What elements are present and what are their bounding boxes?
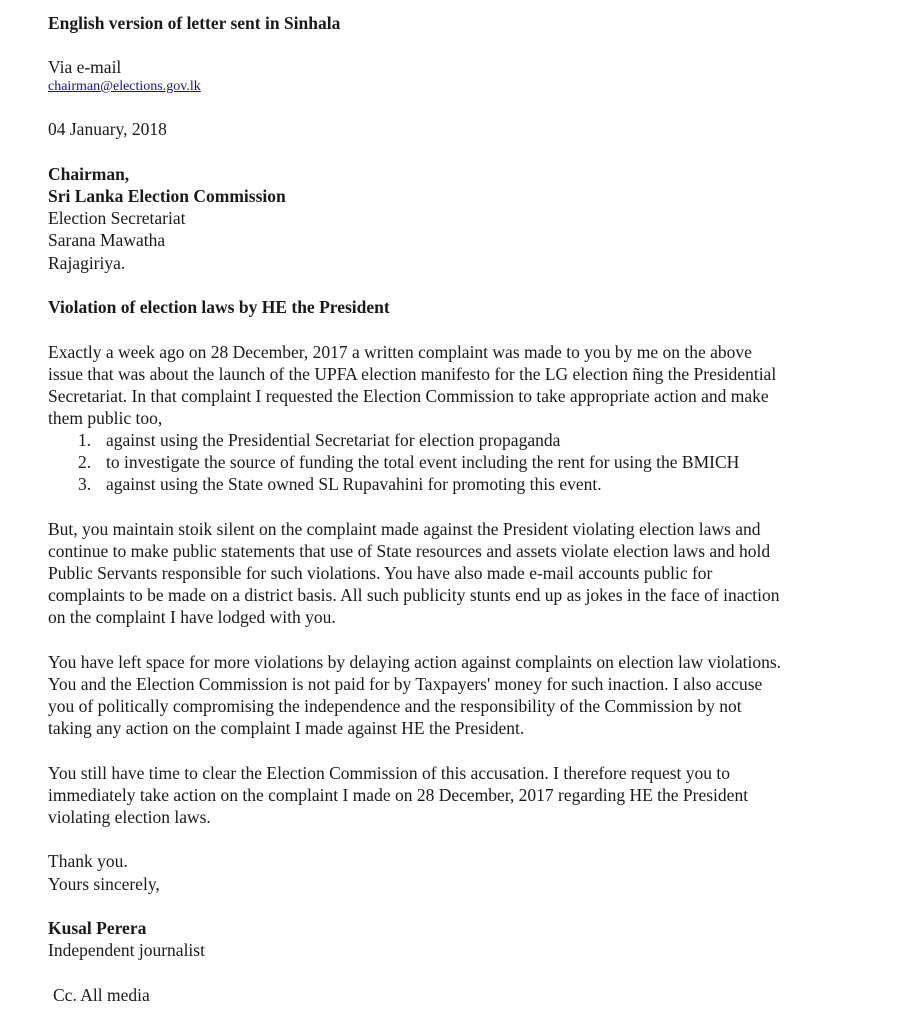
list-item xyxy=(48,429,739,451)
recipient-title: Chairman, xyxy=(48,164,130,184)
paragraph-line: Exactly a week ago on 28 December, 2017 a written complaint was made to you by me on the above xyxy=(48,342,752,362)
paragraph-complaint xyxy=(48,341,868,429)
paragraph-line: complaints to be made on a district basis. All such publicity stunts end up as jokes in the face of inaction xyxy=(48,585,780,605)
list-item-number: 1. xyxy=(78,430,92,450)
request-list xyxy=(48,429,739,495)
signatory-role: Independent journalist xyxy=(48,940,205,960)
paragraph-line: you of politically compromising the independence and the responsibility of the Commission by not xyxy=(48,696,742,716)
paragraph-request xyxy=(48,762,868,828)
signatory-name: Kusal Perera xyxy=(48,918,147,938)
paragraph-line: violating election laws. xyxy=(48,807,211,827)
paragraph-line: them public too, xyxy=(48,408,163,428)
recipient-address-line3: Rajagiriya. xyxy=(48,253,126,273)
subject-line: Violation of election laws by HE the President xyxy=(48,297,390,317)
list-item-text: to investigate the source of funding the total event including the rent for using the BMICH xyxy=(106,452,740,472)
list-item-number: 3. xyxy=(78,474,92,494)
paragraph-line: You still have time to clear the Election Commission of this accusation. I therefore request you to xyxy=(48,763,731,783)
paragraph-line: immediately take action on the complaint I made on 28 December, 2017 regarding HE the President xyxy=(48,785,749,805)
paragraph-line: Secretariat. In that complaint I requested the Election Commission to take appropriate action and make xyxy=(48,386,769,406)
paragraph-line: But, you maintain stoik silent on the complaint made against the President violating election laws and xyxy=(48,519,761,539)
closing-sign-off: Yours sincerely, xyxy=(48,874,160,894)
list-item-text: against using the Presidential Secretariat for election propaganda xyxy=(106,430,561,450)
document-title: English version of letter sent in Sinhala xyxy=(48,13,341,33)
list-item xyxy=(48,473,739,495)
email-link[interactable]: chairman@elections.gov.lk xyxy=(48,79,201,94)
paragraph-line: You have left space for more violations by delaying action against complaints on election law violations. xyxy=(48,652,782,672)
recipient-address-line2: Sarana Mawatha xyxy=(48,230,166,250)
paragraph-line: continue to make public statements that use of State resources and assets violate election laws and hold xyxy=(48,541,771,561)
paragraph-line: You and the Election Commission is not paid for by Taxpayers' money for such inaction. I also accuse xyxy=(48,674,763,694)
list-item xyxy=(48,451,739,473)
paragraph-line: on the complaint I have lodged with you. xyxy=(48,607,336,627)
recipient-address-line1: Election Secretariat xyxy=(48,208,186,228)
cc-line: Cc. All media xyxy=(53,985,150,1005)
paragraph-line: taking any action on the complaint I made against HE the President. xyxy=(48,718,525,738)
recipient-organization: Sri Lanka Election Commission xyxy=(48,186,286,206)
paragraph-line: issue that was about the launch of the UPFA election manifesto for the LG election ñing the Presidential xyxy=(48,364,777,384)
letter-date: 04 January, 2018 xyxy=(48,119,167,139)
list-item-number: 2. xyxy=(78,452,92,472)
via-label: Via e-mail xyxy=(48,57,122,77)
paragraph-accusation xyxy=(48,651,868,739)
paragraph-line: Public Servants responsible for such violations. You have also made e-mail accounts public for xyxy=(48,563,713,583)
paragraph-silence xyxy=(48,518,868,628)
closing-thanks: Thank you. xyxy=(48,851,128,871)
list-item-text: against using the State owned SL Rupavahini for promoting this event. xyxy=(106,474,602,494)
